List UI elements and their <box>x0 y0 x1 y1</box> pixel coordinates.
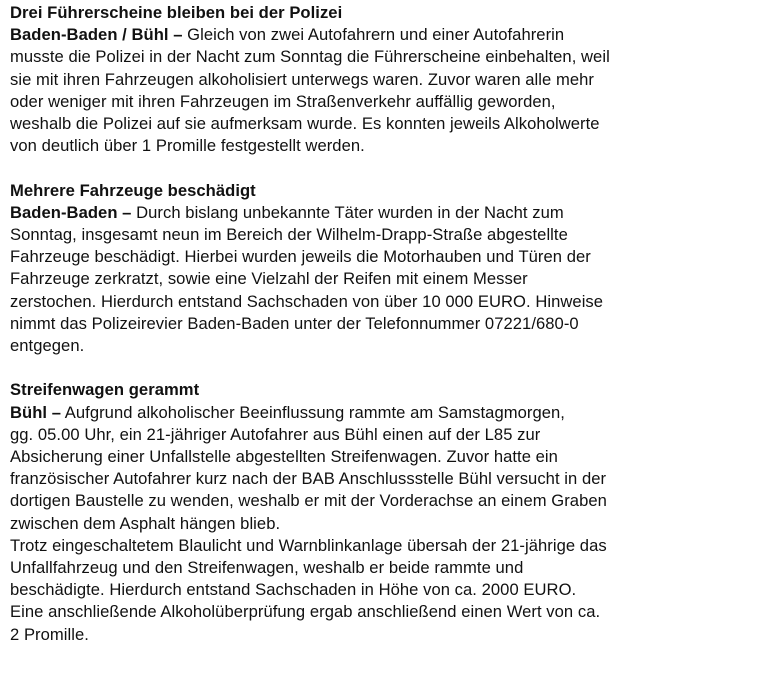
document-page <box>10 2 770 668</box>
article-fahrzeuge-beschaedigt <box>10 180 770 358</box>
article-line: dortigen Baustelle zu wenden, weshalb er mit der Vorderachse an einem Graben <box>10 491 607 511</box>
article-line: Fahrzeuge beschädigt. Hierbei wurden jeweils die Motorhauben und Türen der <box>10 247 591 267</box>
article-streifenwagen <box>10 379 770 645</box>
article-first-line <box>10 202 770 224</box>
article-line: Durch bislang unbekannte Täter wurden in der Nacht zum <box>131 202 564 222</box>
article-line: Unfallfahrzeug und den Streifenwagen, weshalb er beide rammte und <box>10 558 524 578</box>
article-line: von deutlich über 1 Promille festgestellt werden. <box>10 136 365 156</box>
article-line: 2 Promille. <box>10 624 89 644</box>
article-fuehrerscheine <box>10 2 770 157</box>
article-line: Gleich von zwei Autofahrern und einer Autofahrerin <box>182 25 565 45</box>
article-line: Sonntag, insgesamt neun im Bereich der Wilhelm-Drapp-Straße abgestellte <box>10 225 568 245</box>
article-dateline: Baden-Baden / Bühl – <box>10 25 183 45</box>
article-line: entgegen. <box>10 336 85 356</box>
article-line: Absicherung einer Unfallstelle abgestellten Streifenwagen. Zuvor hatte ein <box>10 447 558 467</box>
article-line: oder weniger mit ihren Fahrzeugen im Straßenverkehr auffällig geworden, <box>10 91 556 111</box>
article-line: zerstochen. Hierdurch entstand Sachschaden von über 10 000 EURO. Hinweise <box>10 291 604 311</box>
article-line: sie mit ihren Fahrzeugen alkoholisiert unterwegs waren. Zuvor waren alle mehr <box>10 69 594 89</box>
article-dateline: Bühl – <box>10 402 62 422</box>
article-line: beschädigte. Hierdurch entstand Sachschaden in Höhe von ca. 2000 EURO. <box>10 580 577 600</box>
article-line: Fahrzeuge zerkratzt, sowie eine Vielzahl der Reifen mit einem Messer <box>10 269 528 289</box>
article-first-line <box>10 24 770 46</box>
article-line: weshalb die Polizei auf sie aufmerksam wurde. Es konnten jeweils Alkoholwerte <box>10 114 600 134</box>
article-line: zwischen dem Asphalt hängen blieb. <box>10 513 281 533</box>
article-line: Trotz eingeschaltetem Blaulicht und Warnblinkanlage übersah der 21-jährige das <box>10 535 607 555</box>
article-headline: Drei Führerscheine bleiben bei der Polizei <box>10 3 343 22</box>
article-headline: Streifenwagen gerammt <box>10 380 200 400</box>
article-headline: Mehrere Fahrzeuge beschädigt <box>10 180 256 200</box>
article-dateline: Baden-Baden – <box>10 202 132 222</box>
article-line: nimmt das Polizeirevier Baden-Baden unter der Telefonnummer 07221/680-0 <box>10 313 579 333</box>
article-first-line <box>10 402 770 424</box>
article-line: gg. 05.00 Uhr, ein 21-jähriger Autofahrer aus Bühl einen auf der L85 zur <box>10 424 541 444</box>
article-line: Eine anschließende Alkoholüberprüfung ergab anschließend einen Wert von ca. <box>10 602 601 622</box>
article-line: französischer Autofahrer kurz nach der BAB Anschlussstelle Bühl versucht in der <box>10 469 607 489</box>
article-line: musste die Polizei in der Nacht zum Sonntag die Führerscheine einbehalten, weil <box>10 47 610 67</box>
article-line: Aufgrund alkoholischer Beeinflussung rammte am Samstagmorgen, <box>61 402 565 422</box>
